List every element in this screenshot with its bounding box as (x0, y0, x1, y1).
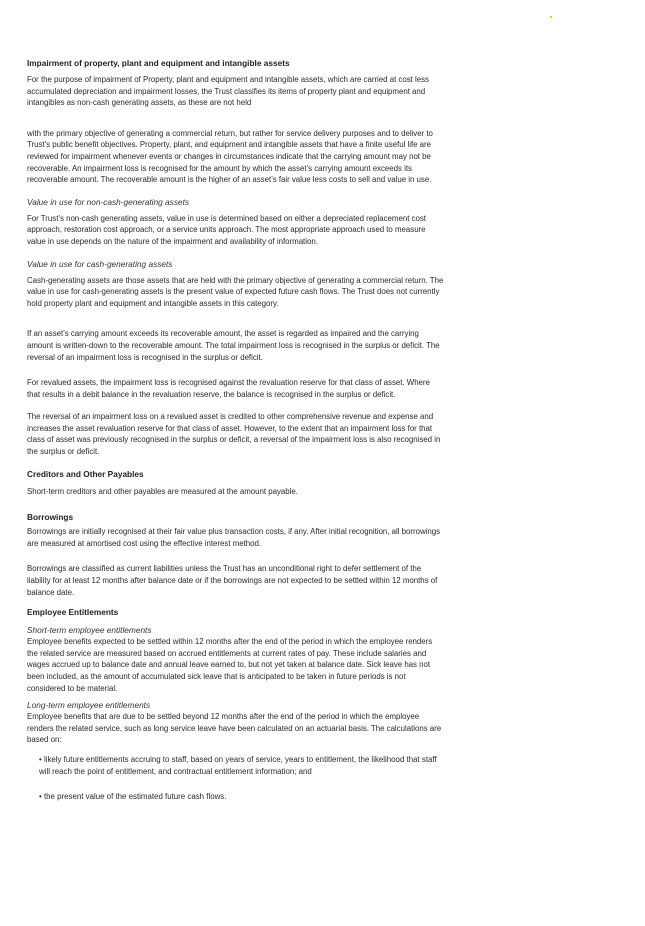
impairment-paragraph-1: For the purpose of impairment of Property, plant and equipment and intangible assets, which are carried at cost less accumulated depreciation and impairment losses, the Trust classifies its items of property plant and equipment and intangibles as non-cash generating assets, as these are not held (27, 75, 429, 108)
borrowings-paragraph-2: Borrowings are classified as current liabilities unless the Trust has an unconditional right to defer settlement of the liability for at least 12 months after balance date or if the borrowings are not expected to be settled within 12 months of balance date. (27, 564, 438, 597)
viu-noncash-heading: Value in use for non-cash-generating assets (27, 196, 190, 207)
viu-cash-paragraph: Cash-generating assets are those assets that are held with the primary objective of generating a commercial return. The value in use for cash-generating assets is the present value of expected future cash flows. The Trust does not currently hold property plant and equipment and intangible assets in this category. (27, 275, 444, 308)
creditors-paragraph: Short-term creditors and other payables are measured at the amount payable. (27, 486, 298, 496)
employee-heading: Employee Entitlements (27, 607, 119, 618)
revalued-paragraph: For revalued assets, the impairment loss is recognised against the revaluation reserve for that class of asset. Where that results in a debit balance in the revaluation reserve, the balance is recognised in the surplus or deficit. (27, 378, 430, 399)
impaired-paragraph: If an asset’s carrying amount exceeds its recoverable amount, the asset is regarded as impaired and the carrying amount is written-down to the recoverable amount. The total impairment loss is recognised in the surplus or deficit. The reversal of an impairment loss is recognised in the surplus or deficit. (27, 329, 440, 362)
impairment-paragraph-2: with the primary objective of generating a commercial return, but rather for service delivery purposes and to deliver to Trust’s public benefit objectives. Property, plant, and equipment and intangible assets that have a finite useful life are reviewed for impairment whenever events or changes in circumstances indicate that the carrying amount may not be recoverable. An impairment loss is recognised for the amount by which the asset’s carrying amount exceeds its recoverable amount. The recoverable amount is the higher of an asset’s fair value less costs to sell and value in use. (27, 128, 433, 185)
bullet-item-1: • likely future entitlements accruing to staff, based on years of service, years to entitlement, the likelihood that staff will reach the point of entitlement, and contractual entitlement information; and (39, 754, 437, 776)
borrowings-paragraph-1: Borrowings are initially recognised at their fair value plus transaction costs, if any. After initial recognition, all borrowings are measured at amortised cost using the effective interest method. (27, 527, 441, 548)
creditors-heading: Creditors and Other Payables (27, 468, 144, 479)
borrowings-heading: Borrowings (27, 512, 74, 523)
short-term-heading: Short-term employee entitlements (27, 625, 152, 636)
bullet-item-2: • the present value of the estimated future cash flows. (39, 792, 227, 802)
scan-mark (550, 16, 552, 18)
viu-noncash-paragraph: For Trust’s non-cash generating assets, value in use is determined based on either a depreciated replacement cost approach, restoration cost approach, or a service units approach. The most appropriate approach used to measure value in use depends on the nature of the impairment and availability of information. (27, 213, 426, 246)
long-term-heading: Long-term employee entitlements (27, 700, 151, 711)
reversal-paragraph: The reversal of an impairment loss on a revalued asset is credited to other comprehensive revenue and expense and increases the asset revaluation reserve for that class of asset. However, to the extent that an impairment loss for that class of asset was previously recognised in the surplus or deficit, a reversal of the impairment loss is also recognised in the surplus or deficit. (27, 412, 441, 457)
long-term-paragraph: Employee benefits that are due to be settled beyond 12 months after the end of the period in which the employee renders the related service, such as long service leave have been calculated on an actuarial basis. The calculations are based on: (27, 712, 442, 745)
short-term-paragraph: Employee benefits expected to be settled within 12 months after the end of the period in which the employee renders the related service are measured based on accrued entitlements at current rates of pay. These include salaries and wages accrued up to balance date and annual leave earned to, but not yet taken at balance date. Sick leave has not been included, as the amount of accumulated sick leave that is anticipated to be taken in future periods is not considered to be material. (27, 637, 433, 693)
viu-cash-heading: Value in use for cash-generating assets (27, 258, 173, 269)
document-page (27, 58, 445, 803)
impairment-heading: Impairment of property, plant and equipment and intangible assets (27, 58, 290, 68)
